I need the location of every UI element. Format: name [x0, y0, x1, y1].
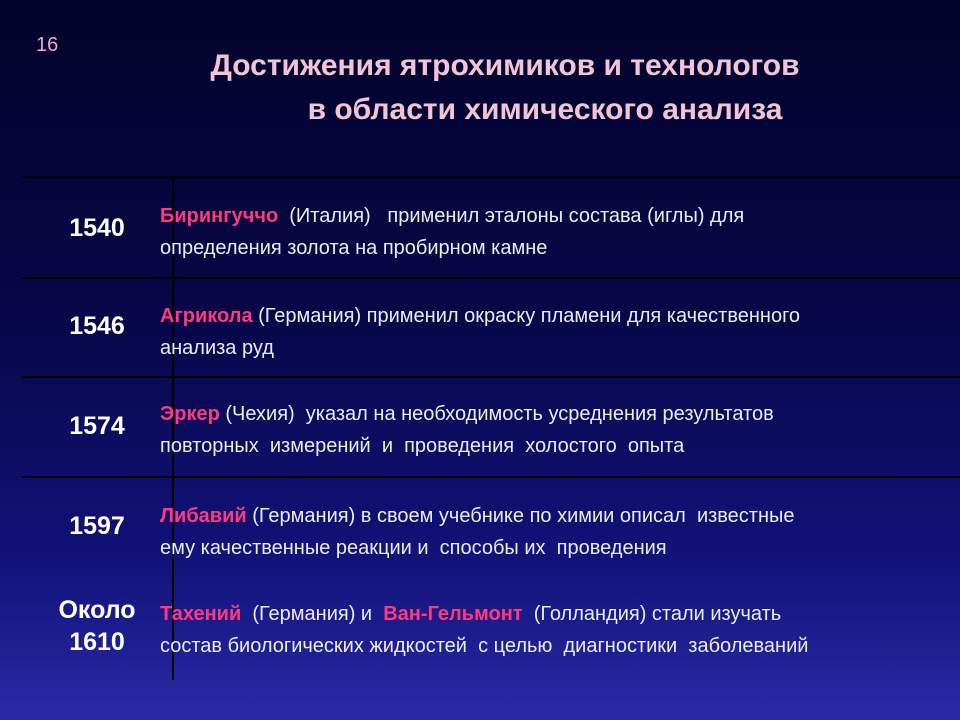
description-cell — [160, 500, 960, 564]
person-name: Агрикола — [160, 305, 253, 327]
description-cell — [160, 398, 960, 462]
person-name: Либавий — [160, 505, 247, 527]
description-text: (Германия) применил окраску пламени для качественного анализа руд — [160, 305, 801, 359]
title-line-1: Достижения ятрохимиков и технологов — [210, 49, 800, 82]
page-title — [150, 44, 900, 132]
title-line-2: в области химического анализа — [307, 93, 783, 126]
person-name: Тахений — [160, 603, 242, 625]
slide-number: 16 — [36, 34, 59, 56]
year-cell: Около 1610 — [58, 596, 136, 656]
row-divider — [22, 376, 960, 378]
description-cell — [160, 300, 960, 364]
year-cell: 1574 — [69, 412, 125, 440]
year-cell: 1546 — [69, 312, 125, 340]
description-cell — [160, 200, 960, 264]
table-top-border — [22, 176, 960, 178]
description-text: (Германия) и — [241, 603, 384, 625]
achievements-table — [22, 176, 960, 680]
description-text: (Италия) применил эталоны состава (иглы) для определения золота на пробирном камне — [160, 205, 745, 259]
person-name: Бирингуччо — [160, 205, 279, 227]
person-name: Ван-Гельмонт — [383, 603, 523, 625]
year-cell: 1597 — [69, 512, 125, 540]
row-divider — [22, 476, 960, 478]
row-divider — [22, 277, 960, 279]
description-cell — [160, 598, 960, 662]
description-text: (Чехия) указал на необходимость усреднения результатов повторных измерений и проведения холостого опыта — [160, 403, 774, 457]
year-cell: 1540 — [69, 214, 125, 242]
person-name: Эркер — [160, 403, 220, 425]
description-text: (Германия) в своем учебнике по химии описал известные ему качественные реакции и способы их проведения — [160, 505, 795, 559]
description-text: (Голландия) стали изучать состав биологических жидкостей с целью диагностики заболеваний — [160, 603, 809, 657]
